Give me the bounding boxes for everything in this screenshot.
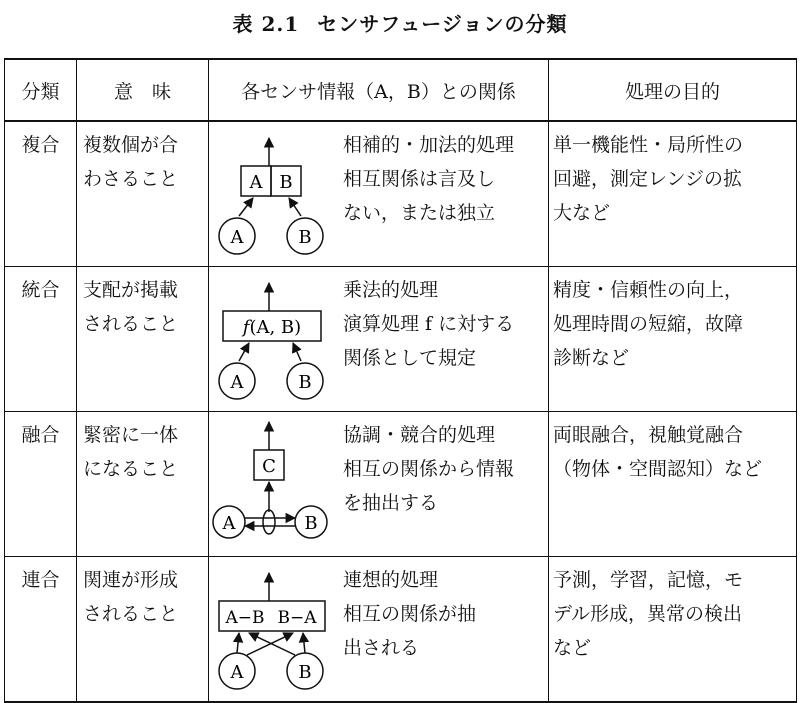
header-relation: 各センサ情報（A，B）との関係 <box>209 59 549 121</box>
meaning-line: されること <box>83 313 179 335</box>
sensor-a-label: A <box>230 372 244 393</box>
purpose-cell <box>549 267 797 412</box>
table-number: 表 2.1 <box>232 12 300 36</box>
sensor-b-label: B <box>298 372 312 393</box>
purpose-line: 回避，測定レンジの拡 <box>553 168 743 190</box>
sensor-b-label: B <box>298 662 312 683</box>
relation-text <box>337 557 548 695</box>
purpose-cell <box>549 557 797 703</box>
relation-cell <box>209 267 549 412</box>
relation-line: 相互の関係が抽 <box>343 603 477 625</box>
relation-cell <box>209 412 549 557</box>
relation-cell <box>209 557 549 703</box>
table-row <box>5 412 797 557</box>
relation-line: 相互の関係から情報 <box>343 458 515 480</box>
meaning-line: になること <box>83 458 179 480</box>
box-b-label: B <box>279 172 293 193</box>
relation-line: ない，または独立 <box>343 202 496 224</box>
meaning-cell <box>77 557 209 703</box>
header-purpose: 処理の目的 <box>549 59 797 121</box>
purpose-cell <box>549 412 797 557</box>
relation-text <box>337 267 548 405</box>
relation-line: 連想的処理 <box>343 569 439 591</box>
table-title: センサフュージョンの分類 <box>317 12 568 36</box>
purpose-line: など <box>553 637 592 659</box>
table-caption <box>0 8 800 37</box>
sensor-a-label: A <box>230 662 244 683</box>
box-c-label: C <box>262 456 276 477</box>
relation-text <box>337 412 548 550</box>
relation-line: 関係として規定 <box>343 347 477 369</box>
relation-text <box>337 122 548 260</box>
fusion-diagram <box>209 412 337 550</box>
meaning-cell <box>77 412 209 557</box>
sensor-b-label: B <box>304 513 318 534</box>
relation-line: 相互関係は言及し <box>343 168 496 190</box>
purpose-line: 予測，学習，記憶，モ <box>553 569 744 591</box>
ab-label: A−B <box>225 608 265 628</box>
purpose-line: 両眼融合，視触覚融合 <box>553 424 744 446</box>
table-row <box>5 121 797 267</box>
relation-line: を抽出する <box>343 492 439 514</box>
table-row <box>5 267 797 412</box>
meaning-cell <box>77 267 209 412</box>
fusion-node <box>263 510 275 534</box>
purpose-cell <box>549 121 797 267</box>
meaning-line: 複数個が合 <box>83 134 179 156</box>
sensor-fusion-table <box>4 58 797 703</box>
relation-line: 協調・競合的処理 <box>343 424 496 446</box>
header-meaning: 意 味 <box>77 59 209 121</box>
relation-line: 演算処理 f に対する <box>343 313 515 335</box>
header-class: 分類 <box>5 59 77 121</box>
meaning-cell <box>77 121 209 267</box>
class-cell: 統合 <box>5 267 77 412</box>
arrow-a-left <box>237 633 239 653</box>
arrow-b <box>293 343 301 361</box>
association-diagram <box>209 557 337 695</box>
class-cell: 融合 <box>5 412 77 557</box>
function-symbol: f <box>242 317 250 338</box>
purpose-line: 大など <box>553 202 611 224</box>
purpose-line: （物体・空間認知）など <box>553 458 763 480</box>
sensor-b-label: B <box>298 227 312 248</box>
arrow-b-cross <box>249 633 295 655</box>
relation-line: 乗法的処理 <box>343 279 439 301</box>
relation-line: 相補的・加法的処理 <box>343 134 515 156</box>
table-row <box>5 557 797 703</box>
header-row <box>5 59 797 121</box>
meaning-line: 関連が形成 <box>83 569 179 591</box>
sensor-a-label: A <box>230 227 244 248</box>
complementary-diagram <box>209 122 337 260</box>
relation-cell <box>209 121 549 267</box>
meaning-line: 支配が掲載 <box>83 279 179 301</box>
class-cell: 連合 <box>5 557 77 703</box>
arrow-a <box>239 198 253 216</box>
class-cell: 複合 <box>5 121 77 267</box>
relation-line: 出される <box>343 637 420 659</box>
purpose-line: 診断など <box>553 347 630 369</box>
box-a-label: A <box>249 172 263 193</box>
arrow-b-right <box>303 633 305 653</box>
ba-label: B−A <box>277 608 317 628</box>
purpose-line: 精度・信頼性の向上， <box>553 279 744 301</box>
arrow-a <box>239 343 249 361</box>
purpose-line: デル形成，異常の検出 <box>553 603 743 625</box>
purpose-line: 処理時間の短縮，故障 <box>553 313 744 335</box>
arrow-a-cross <box>247 633 293 655</box>
function-label <box>241 317 301 338</box>
integration-diagram <box>209 267 337 405</box>
sensor-a-label: A <box>222 513 236 534</box>
purpose-line: 単一機能性・局所性の <box>553 134 744 156</box>
arrow-b <box>289 198 301 216</box>
meaning-line: 緊密に一体 <box>83 424 179 446</box>
meaning-line: わさること <box>83 168 179 190</box>
function-args: (A, B) <box>249 317 302 338</box>
meaning-line: されること <box>83 603 179 625</box>
